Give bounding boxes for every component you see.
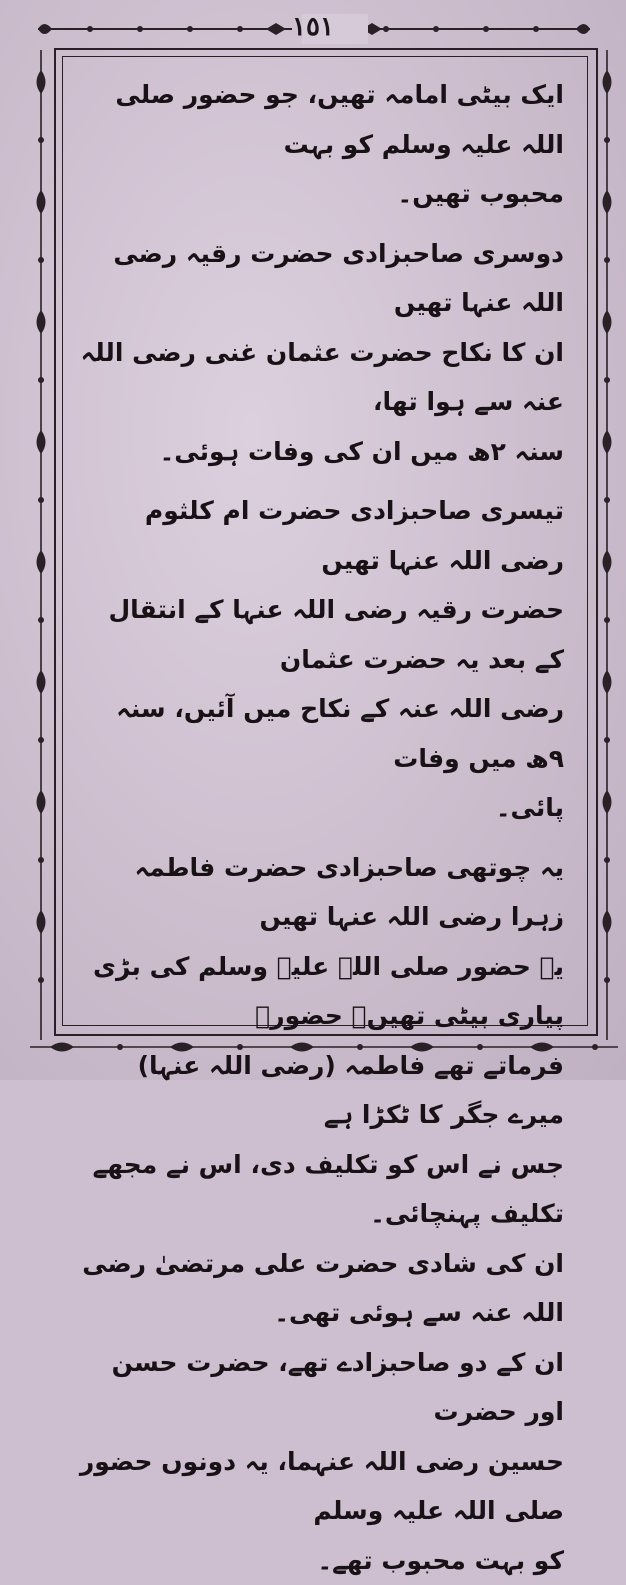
paragraph-1: [78, 70, 564, 219]
text-line: یہ چوتھی صاحبزادی حضرت فاطمہ زہرا رضی اللہ عنہا تھیں: [78, 843, 564, 942]
right-ornament-border: [596, 50, 618, 1040]
text-line: تیسری صاحبزادی حضرت ام کلثوم رضی اللہ عنہا تھیں: [78, 486, 564, 585]
text-line: حسین رضی اللہ عنہما، یہ دونوں حضور صلی اللہ علیہ وسلم: [78, 1437, 564, 1536]
text-line: جس نے اس کو تکلیف دی، اس نے مجھے تکلیف پہنچائی۔: [78, 1140, 564, 1239]
text-line: یہ حضور صلی اللہ علیہ وسلم کی بڑی پیاری بیٹی تھیں۔ حضورؐ: [78, 942, 564, 1041]
text-line: فرماتے تھے فاطمہ (رضی اللہ عنہا) میرے جگر کا ٹکڑا ہے: [78, 1041, 564, 1140]
text-line: ان کی شادی حضرت علی مرتضیٰ رضی اللہ عنہ سے ہوئی تھی۔: [78, 1239, 564, 1338]
text-line: ایک بیٹی امامہ تھیں، جو حضور صلی اللہ علیہ وسلم کو بہت: [78, 70, 564, 169]
paragraph-4: [78, 843, 564, 1585]
text-line: حضرت رقیہ رضی اللہ عنہا کے انتقال کے بعد یہ حضرت عثمان: [78, 585, 564, 684]
paragraph-2: [78, 229, 564, 477]
page-number: ١٥١: [30, 12, 596, 42]
text-line: ان کے دو صاحبزادے تھے، حضرت حسن اور حضرت: [78, 1338, 564, 1437]
text-line: ان کا نکاح حضرت عثمان غنی رضی اللہ عنہ سے ہوا تھا،: [78, 328, 564, 427]
text-line: کو بہت محبوب تھے۔: [78, 1536, 564, 1585]
page-header: [30, 12, 596, 46]
text-line: محبوب تھیں۔: [78, 169, 564, 219]
paragraph-3: [78, 486, 564, 833]
page-text: [78, 70, 564, 1020]
text-line: سنہ ۲ھ میں ان کی وفات ہوئی۔: [78, 427, 564, 477]
text-line: پائی۔: [78, 783, 564, 833]
text-line: دوسری صاحبزادی حضرت رقیہ رضی اللہ عنہا تھیں: [78, 229, 564, 328]
left-ornament-border: [30, 50, 52, 1040]
text-line: رضی اللہ عنہ کے نکاح میں آئیں، سنہ ۹ھ میں وفات: [78, 684, 564, 783]
